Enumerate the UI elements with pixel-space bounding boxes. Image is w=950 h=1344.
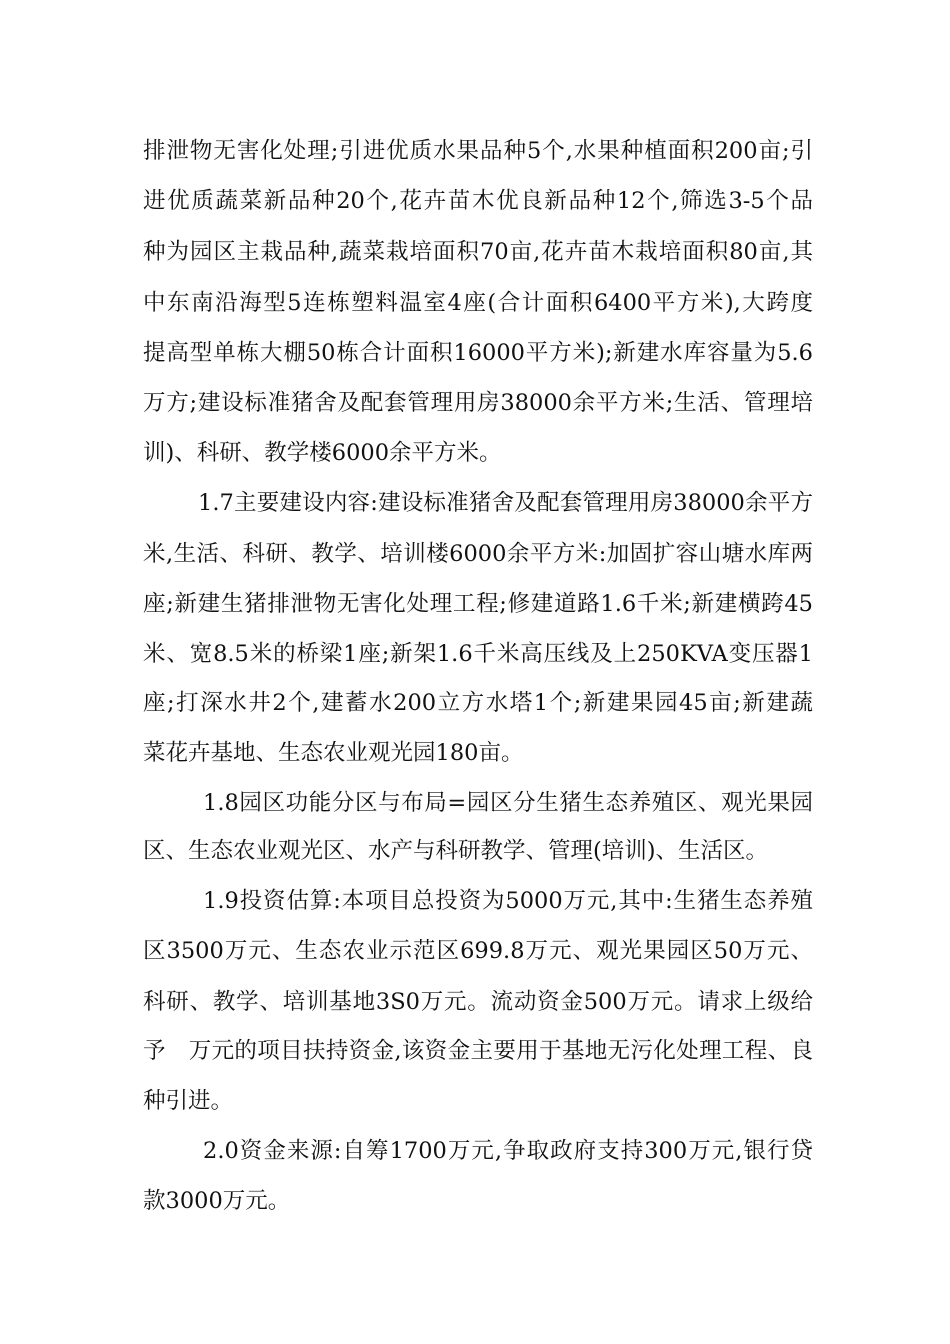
paragraph-line: 排泄物无害化处理;引进优质水果品种5个,水果种植面积200亩;引 xyxy=(143,138,813,164)
paragraph-line: 种引进。 xyxy=(143,1088,234,1114)
paragraph-line: 座;打深水井2个,建蓄水200立方水塔1个;新建果园45亩;新建蔬 xyxy=(143,690,813,716)
paragraph-line: 座;新建生猪排泄物无害化处理工程;修建道路1.6千米;新建横跨45 xyxy=(143,591,813,617)
paragraph-line: 提高型单栋大棚50栋合计面积16000平方米);新建水库容量为5.6 xyxy=(143,340,813,366)
paragraph-line: 予 万元的项目扶持资金,该资金主要用于基地无污化处理工程、良 xyxy=(143,1038,813,1064)
paragraph-line: 区3500万元、生态农业示范区699.8万元、观光果园区50万元、 xyxy=(143,938,813,964)
section-1-9-heading-line: 1.9投资估算:本项目总投资为5000万元,其中:生猪生态养殖 xyxy=(203,888,813,914)
paragraph-line: 科研、教学、培训基地3S0万元。流动资金500万元。请求上级给 xyxy=(143,989,813,1015)
section-2-0-heading-line: 2.0资金来源:自筹1700万元,争取政府支持300万元,银行贷 xyxy=(203,1138,813,1164)
paragraph-line: 区、生态农业观光区、水产与科研教学、管理(培训)、生活区。 xyxy=(143,838,769,864)
paragraph-line: 种为园区主栽品种,蔬菜栽培面积70亩,花卉苗木栽培面积80亩,其 xyxy=(143,239,813,265)
paragraph-line: 米,生活、科研、教学、培训楼6000余平方米:加固扩容山塘水库两 xyxy=(143,541,813,567)
paragraph-line: 中东南沿海型5连栋塑料温室4座(合计面积6400平方米),大跨度 xyxy=(143,290,813,316)
paragraph-line: 万方;建设标准猪舍及配套管理用房38000余平方米;生活、管理培 xyxy=(143,390,813,416)
section-1-8-heading-line: 1.8园区功能分区与布局=园区分生猪生态养殖区、观光果园 xyxy=(203,790,813,816)
paragraph-line: 菜花卉基地、生态农业观光园180亩。 xyxy=(143,740,524,766)
section-1-7-heading-line: 1.7主要建设内容:建设标准猪舍及配套管理用房38000余平方 xyxy=(198,490,813,516)
paragraph-line: 训)、科研、教学楼6000余平方米。 xyxy=(143,440,502,466)
paragraph-line: 进优质蔬菜新品种20个,花卉苗木优良新品种12个,筛选3-5个品 xyxy=(143,188,813,214)
paragraph-line: 款3000万元。 xyxy=(143,1188,291,1214)
paragraph-line: 米、宽8.5米的桥梁1座;新架1.6千米高压线及上250KVA变压器1 xyxy=(143,641,813,667)
